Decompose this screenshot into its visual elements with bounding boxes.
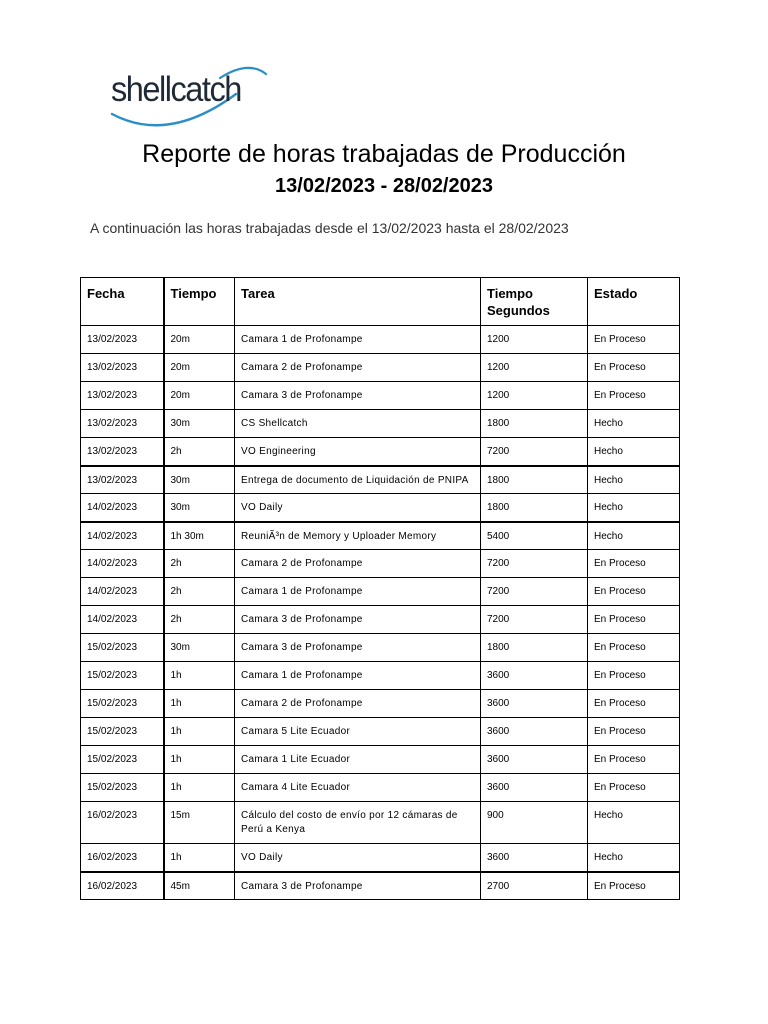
cell-tiempo: 30m xyxy=(164,634,235,662)
cell-fecha: 15/02/2023 xyxy=(81,690,164,718)
cell-segundos: 1800 xyxy=(481,466,588,494)
cell-tiempo: 2h xyxy=(164,550,235,578)
cell-tiempo: 20m xyxy=(164,382,235,410)
cell-fecha: 13/02/2023 xyxy=(81,438,164,466)
header-tiempo-segundos: Tiempo Segundos xyxy=(481,278,588,326)
cell-segundos: 7200 xyxy=(481,578,588,606)
cell-tarea: Camara 2 de Profonampe xyxy=(235,550,481,578)
cell-tarea: VO Engineering xyxy=(235,438,481,466)
header-fecha: Fecha xyxy=(81,278,164,326)
cell-segundos: 1800 xyxy=(481,494,588,522)
cell-fecha: 15/02/2023 xyxy=(81,746,164,774)
table-row xyxy=(81,872,680,900)
cell-estado: Hecho xyxy=(588,802,680,844)
table-row xyxy=(81,550,680,578)
cell-tiempo: 30m xyxy=(164,466,235,494)
cell-tiempo: 30m xyxy=(164,410,235,438)
cell-estado: En Proceso xyxy=(588,326,680,354)
cell-fecha: 15/02/2023 xyxy=(81,718,164,746)
table-row xyxy=(81,578,680,606)
header-estado: Estado xyxy=(588,278,680,326)
cell-fecha: 16/02/2023 xyxy=(81,802,164,844)
cell-tiempo: 45m xyxy=(164,872,235,900)
cell-segundos: 3600 xyxy=(481,690,588,718)
cell-segundos: 1200 xyxy=(481,354,588,382)
cell-fecha: 13/02/2023 xyxy=(81,382,164,410)
cell-fecha: 14/02/2023 xyxy=(81,578,164,606)
cell-tiempo: 1h xyxy=(164,718,235,746)
cell-fecha: 14/02/2023 xyxy=(81,606,164,634)
cell-tiempo: 1h xyxy=(164,690,235,718)
cell-estado: Hecho xyxy=(588,494,680,522)
hours-table xyxy=(80,277,680,900)
cell-tarea: Camara 4 Lite Ecuador xyxy=(235,774,481,802)
cell-segundos: 7200 xyxy=(481,550,588,578)
cell-fecha: 15/02/2023 xyxy=(81,774,164,802)
table-row xyxy=(81,606,680,634)
cell-tarea: Camara 3 de Profonampe xyxy=(235,382,481,410)
cell-estado: En Proceso xyxy=(588,690,680,718)
report-intro: A continuación las horas trabajadas desde el 13/02/2023 hasta el 28/02/2023 xyxy=(90,220,569,236)
cell-tiempo: 1h 30m xyxy=(164,522,235,550)
table-row xyxy=(81,774,680,802)
cell-estado: Hecho xyxy=(588,844,680,872)
cell-estado: En Proceso xyxy=(588,354,680,382)
report-title: Reporte de horas trabajadas de Producción xyxy=(142,140,626,168)
cell-tiempo: 2h xyxy=(164,578,235,606)
cell-estado: En Proceso xyxy=(588,746,680,774)
cell-tiempo: 15m xyxy=(164,802,235,844)
cell-fecha: 16/02/2023 xyxy=(81,844,164,872)
cell-tiempo: 20m xyxy=(164,354,235,382)
cell-segundos: 1200 xyxy=(481,326,588,354)
cell-tarea: Camara 5 Lite Ecuador xyxy=(235,718,481,746)
cell-tarea: Camara 1 de Profonampe xyxy=(235,578,481,606)
cell-estado: En Proceso xyxy=(588,382,680,410)
cell-segundos: 3600 xyxy=(481,844,588,872)
cell-estado: En Proceso xyxy=(588,550,680,578)
cell-tarea: Camara 1 de Profonampe xyxy=(235,662,481,690)
table-row xyxy=(81,354,680,382)
cell-estado: En Proceso xyxy=(588,774,680,802)
cell-segundos: 1200 xyxy=(481,382,588,410)
cell-tiempo: 2h xyxy=(164,438,235,466)
table-row xyxy=(81,662,680,690)
cell-segundos: 1800 xyxy=(481,410,588,438)
header-tiempo: Tiempo xyxy=(164,278,235,326)
cell-segundos: 5400 xyxy=(481,522,588,550)
cell-fecha: 15/02/2023 xyxy=(81,662,164,690)
table-row xyxy=(81,690,680,718)
cell-fecha: 14/02/2023 xyxy=(81,494,164,522)
cell-segundos: 2700 xyxy=(481,872,588,900)
cell-fecha: 15/02/2023 xyxy=(81,634,164,662)
cell-tarea: CS Shellcatch xyxy=(235,410,481,438)
table-row xyxy=(81,522,680,550)
cell-estado: Hecho xyxy=(588,522,680,550)
cell-fecha: 14/02/2023 xyxy=(81,550,164,578)
cell-tiempo: 20m xyxy=(164,326,235,354)
cell-tarea: Camara 3 de Profonampe xyxy=(235,634,481,662)
header-tarea: Tarea xyxy=(235,278,481,326)
cell-tarea: VO Daily xyxy=(235,494,481,522)
cell-segundos: 3600 xyxy=(481,662,588,690)
cell-estado: En Proceso xyxy=(588,872,680,900)
table-row xyxy=(81,494,680,522)
cell-tarea: Camara 1 Lite Ecuador xyxy=(235,746,481,774)
table-row xyxy=(81,746,680,774)
cell-tarea: Camara 2 de Profonampe xyxy=(235,354,481,382)
cell-segundos: 1800 xyxy=(481,634,588,662)
table-row xyxy=(81,844,680,872)
cell-fecha: 13/02/2023 xyxy=(81,410,164,438)
cell-tarea: Entrega de documento de Liquidación de PNIPA xyxy=(235,466,481,494)
table-row xyxy=(81,326,680,354)
cell-fecha: 16/02/2023 xyxy=(81,872,164,900)
cell-tarea: ReuniÃ³n de Memory y Uploader Memory xyxy=(235,522,481,550)
table-row xyxy=(81,382,680,410)
cell-tiempo: 1h xyxy=(164,774,235,802)
cell-tiempo: 30m xyxy=(164,494,235,522)
cell-tarea: Camara 3 de Profonampe xyxy=(235,872,481,900)
cell-tiempo: 1h xyxy=(164,662,235,690)
cell-fecha: 14/02/2023 xyxy=(81,522,164,550)
table-row xyxy=(81,634,680,662)
table-header-row xyxy=(81,278,680,326)
table-row xyxy=(81,802,680,844)
cell-estado: En Proceso xyxy=(588,718,680,746)
cell-fecha: 13/02/2023 xyxy=(81,354,164,382)
cell-tarea: Camara 1 de Profonampe xyxy=(235,326,481,354)
cell-estado: Hecho xyxy=(588,438,680,466)
report-date-range: 13/02/2023 - 28/02/2023 xyxy=(275,175,493,197)
table-row xyxy=(81,718,680,746)
table-row xyxy=(81,410,680,438)
cell-estado: En Proceso xyxy=(588,578,680,606)
table-row xyxy=(81,438,680,466)
cell-segundos: 900 xyxy=(481,802,588,844)
cell-tiempo: 1h xyxy=(164,746,235,774)
cell-tarea: Cálculo del costo de envío por 12 cámaras de Perú a Kenya xyxy=(235,802,481,844)
cell-tarea: Camara 2 de Profonampe xyxy=(235,690,481,718)
logo-wordmark: shellcatch xyxy=(111,70,241,109)
cell-fecha: 13/02/2023 xyxy=(81,326,164,354)
cell-segundos: 7200 xyxy=(481,606,588,634)
cell-tiempo: 2h xyxy=(164,606,235,634)
cell-estado: Hecho xyxy=(588,410,680,438)
cell-estado: En Proceso xyxy=(588,634,680,662)
table-row xyxy=(81,466,680,494)
cell-segundos: 3600 xyxy=(481,746,588,774)
cell-estado: En Proceso xyxy=(588,606,680,634)
cell-tiempo: 1h xyxy=(164,844,235,872)
shellcatch-logo xyxy=(108,62,273,132)
cell-segundos: 3600 xyxy=(481,774,588,802)
cell-tarea: VO Daily xyxy=(235,844,481,872)
cell-tarea: Camara 3 de Profonampe xyxy=(235,606,481,634)
cell-fecha: 13/02/2023 xyxy=(81,466,164,494)
cell-estado: En Proceso xyxy=(588,662,680,690)
cell-estado: Hecho xyxy=(588,466,680,494)
cell-segundos: 3600 xyxy=(481,718,588,746)
cell-segundos: 7200 xyxy=(481,438,588,466)
